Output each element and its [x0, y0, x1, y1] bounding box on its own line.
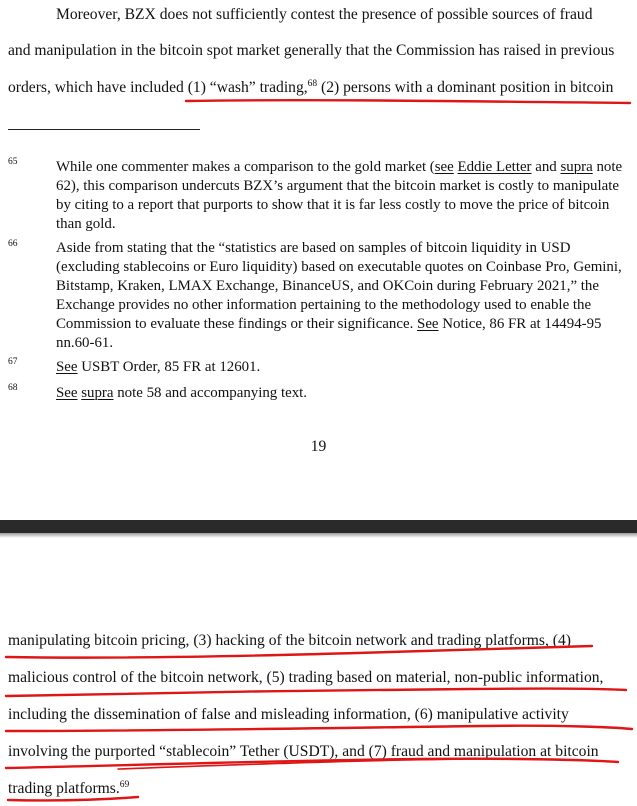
- footnote-number-68: 68: [8, 383, 18, 393]
- red-underline-1: [186, 100, 630, 103]
- footnote-67: [56, 358, 626, 377]
- body-line-8-text: trading platforms.: [8, 780, 120, 797]
- red-underline-4: [6, 726, 632, 731]
- footnote-ref-68[interactable]: 68: [307, 78, 318, 89]
- footnote-68-rest: note 58 and accompanying text.: [113, 385, 308, 401]
- page-number: 19: [310, 438, 327, 455]
- footnote-separator: [8, 129, 200, 130]
- body-line-3: [8, 79, 613, 97]
- footnote-66: [56, 239, 626, 353]
- body-line-6: including the dissemination of false and misleading information, (6) manipulative activity: [8, 706, 569, 723]
- footnote-number-66: 66: [8, 239, 18, 249]
- footnote-65-text: While one commenter makes a comparison to the gold market (: [56, 159, 435, 175]
- footnote-66-see: See: [417, 316, 439, 332]
- footnote-number-65: 65: [8, 157, 18, 167]
- footnote-68-see: See: [56, 385, 78, 401]
- body-line-4: manipulating bitcoin pricing, (3) hacking of the bitcoin network and trading platforms, (4): [8, 632, 571, 649]
- body-line-3-text: orders, which have included (1) “wash” trading,: [8, 79, 308, 96]
- body-line-2: and manipulation in the bitcoin spot market generally that the Commission has raised in previous: [8, 42, 615, 59]
- footnote-67-see: See: [56, 359, 78, 375]
- body-line-1: Moreover, BZX does not sufficiently contest the presence of possible sources of fraud: [56, 6, 593, 23]
- red-underline-3: [6, 689, 626, 696]
- body-line-3-text-end: (2) persons with a dominant position in bitcoin: [317, 79, 614, 96]
- body-line-8: [8, 780, 129, 798]
- body-line-7: involving the purported “stablecoin” Tether (USDT), and (7) fraud and manipulation at bitcoin: [8, 743, 599, 760]
- footnote-65: [56, 158, 626, 234]
- footnote-66-text: Aside from stating that the “statistics are based on samples of bitcoin liquidity in USD (excluding stablecoins or Euro liquidity) based on executable quotes on Coinbase Pro, Gemini, Bitstamp, Kraken, LMAX Exchange, BinanceUS, and OKCoin during February 2021,” the Exchange provides no other information pertaining to the methodology used to enable the Commission to evaluate these findings or their significance.: [56, 240, 622, 332]
- footnote-65-eddie-letter: Eddie Letter: [457, 159, 532, 175]
- footnote-ref-69[interactable]: 69: [119, 779, 130, 790]
- footnote-65-see: see: [434, 159, 454, 175]
- footnote-66-rest: Notice, 86 FR at 14494-95 nn.60-61.: [56, 316, 602, 351]
- page-break-shadow: [0, 533, 637, 538]
- footnote-65-rest: note 62), this comparison undercuts BZX’s argument that the bitcoin market is costly to manipulate by citing to a report that purports to show that it is far less costly to move the price of bitcoin than gold.: [56, 159, 623, 232]
- footnote-65-and: and: [531, 159, 561, 175]
- footnote-65-supra: supra: [560, 159, 593, 175]
- footnote-number-67: 67: [8, 357, 18, 367]
- footnote-68: [56, 384, 626, 403]
- footnote-67-rest: USBT Order, 85 FR at 12601.: [77, 359, 261, 375]
- page-break: [0, 520, 637, 533]
- body-line-5: malicious control of the bitcoin network, (5) trading based on material, non-public information,: [8, 669, 604, 686]
- footnote-68-supra: supra: [81, 385, 114, 401]
